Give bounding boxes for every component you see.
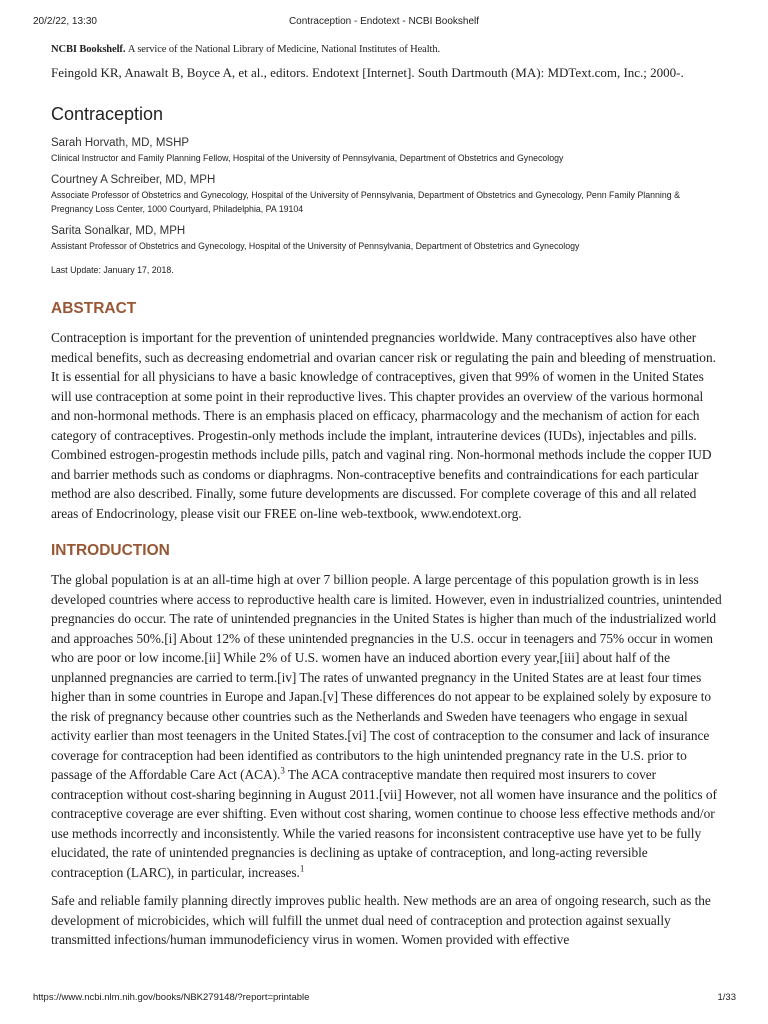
print-page-title: Contraception - Endotext - NCBI Bookshelf (288, 16, 480, 27)
abstract-text: Contraception is important for the prevention of unintended pregnancies worldwide. Many contraceptives also have other medical benefits, such as decreasing endometrial and ovarian cancer risk or regulating the pain and bleeding of menstruation. It is essential for all physicians to have a basic knowledge of contraceptives, given that 99% of women in the United States will use contraception at some point in their reproductive lives. This chapter provides an overview of the various hormonal and non-hormonal methods. There is an emphasis placed on efficacy, pharmacology and the mechanism of action for each category of contraceptives. Progestin-only methods include the implant, intrauterine devices (IUDs), injectables and pills. Combined estrogen-progestin methods include pills, patch and vaginal ring. Non-hormonal methods include the copper IUD and barrier methods such as condoms or diaphragms. Non-contraceptive benefits and contraindications for each particular method are also described. Finally, some future developments are discussed. For complete coverage of this and all related areas of Endocrinology, please visit our FREE on-line web-textbook, www.endotext.org. (51, 330, 716, 521)
bookshelf-name: NCBI Bookshelf. (51, 44, 126, 55)
bookshelf-service: A service of the National Library of Medicine, National Institutes of Health. (127, 44, 441, 55)
author-name[interactable]: Sarita Sonalkar, MD, MPH (51, 225, 186, 237)
introduction-paragraph: Safe and reliable family planning directly improves public health. New methods are an area of ongoing research, such as the development of microbicides, which will fulfill the unmet dual need of contraception and protection against sexually transmitted infections/human immunodeficiency virus in women. Women provided with effective (51, 893, 711, 947)
introduction-heading: INTRODUCTION (51, 542, 170, 559)
author-block (51, 224, 723, 253)
last-update: Last Update: January 17, 2018. (51, 265, 174, 275)
author-affiliation: Associate Professor of Obstetrics and Gynecology, Hospital of the University of Pennsylvania, Department of Obstetrics and Gynecology, Penn Family Planning & Pregnancy Loss Center, 1000 Courtyard, Philadelphia, PA 19104 (51, 190, 680, 214)
print-datetime: 20/2/22, 13:30 (33, 16, 97, 27)
article-title: Contraception (51, 104, 164, 124)
abstract-heading: ABSTRACT (51, 300, 137, 317)
page-url[interactable]: https://www.ncbi.nlm.nih.gov/books/NBK279148/?report=printable (33, 992, 310, 1003)
footnote-ref[interactable]: 3 (280, 765, 285, 776)
author-affiliation: Assistant Professor of Obstetrics and Gynecology, Hospital of the University of Pennsylvania, Department of Obstetrics and Gynecology (51, 241, 580, 251)
article-content (51, 43, 723, 950)
author-name[interactable]: Courtney A Schreiber, MD, MPH (51, 174, 216, 186)
print-header (0, 16, 768, 32)
page-number: 1/33 (717, 992, 736, 1003)
footnote-ref[interactable]: 1 (299, 863, 305, 874)
citation: Feingold KR, Anawalt B, Boyce A, et al., editors. Endotext [Internet]. South Dartmouth (MA): MDText.com, Inc.; 2000-. (51, 65, 684, 80)
author-block (51, 173, 723, 216)
intro-text-part: The ACA contraceptive mandate then required most insurers to cover contraception without cost-sharing beginning in August 2011.[vii] However, not all women have insurance and the politics of contraceptive coverage are ever shifting. Even without cost sharing, women continue to choose less effective methods and/or use methods incorrectly and inconsistently. While the varied reasons for inconsistent contraceptive use have yet to be fully elucidated, the rate of unintended pregnancies is declining as uptake of contraception, and long-acting reversible contraception (LARC), in particular, increases. (51, 767, 717, 880)
author-block (51, 136, 723, 165)
author-name[interactable]: Sarah Horvath, MD, MSHP (51, 137, 190, 149)
print-footer (0, 992, 768, 1008)
author-affiliation: Clinical Instructor and Family Planning Fellow, Hospital of the University of Pennsylvania, Department of Obstetrics and Gynecology (51, 153, 564, 163)
bookshelf-banner (51, 43, 723, 57)
introduction-paragraph (51, 570, 723, 882)
intro-text-part: The global population is at an all-time high at over 7 billion people. A large percentage of this population growth is in less developed countries where access to reproductive health care is limited. However, even in industrialized countries, unintended pregnancies do occur. The rate of unintended pregnancies in the United States is higher than much of the industrialized world and approaches 50%.[i] About 12% of these unintended pregnancies in the U.S. occur in teenagers and 75% occur in women who are poor or low income.[ii] While 2% of U.S. women have an induced abortion every year,[iii] about half of the unplanned pregnancies are carried to term.[iv] The rates of unwanted pregnancy in the United States are at least four times higher than in some countries in Europe and Japan.[v] These differences do not appear to be explained solely by exposure to the risk of pregnancy because other countries such as the Netherlands and Sweden have teenagers who engage in sexual activity earlier than most teenagers in the United States.[vi] The cost of contraception to the consumer and lack of insurance coverage for contraception had been identified as contributors to the high unintended pregnancy rate in the U.S. prior to passage of the Affordable Care Act (ACA). (51, 572, 722, 782)
